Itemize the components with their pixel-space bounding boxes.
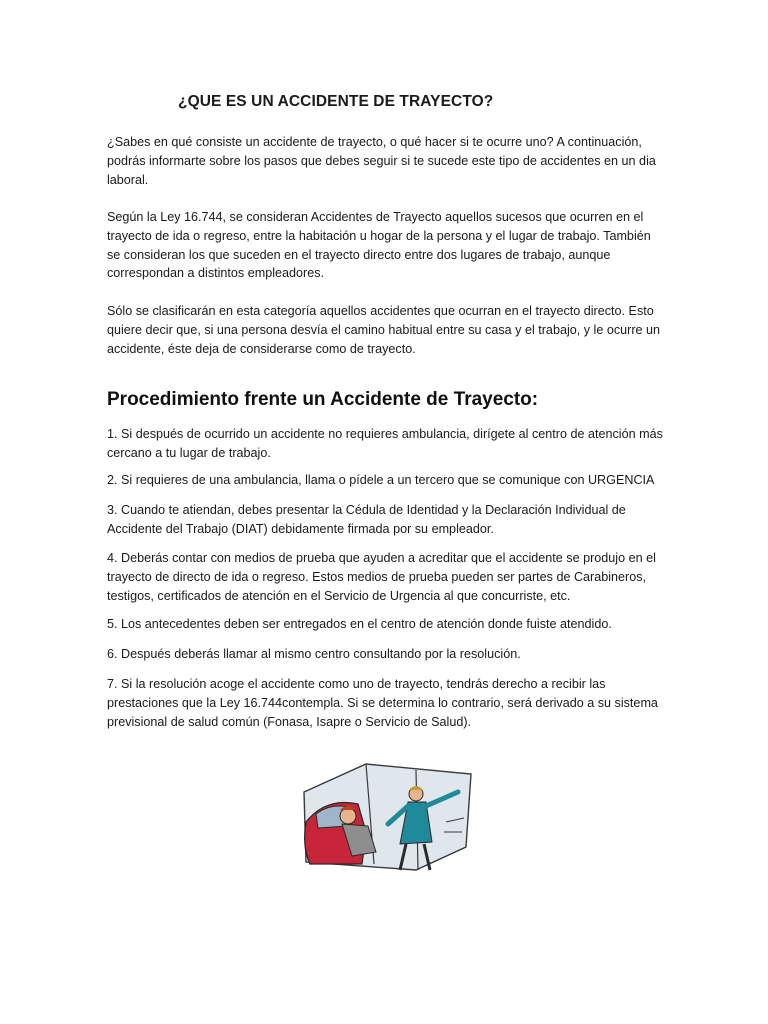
procedure-heading: Procedimiento frente un Accidente de Trayecto: xyxy=(107,389,539,410)
document-title: ¿QUE ES UN ACCIDENTE DE TRAYECTO? xyxy=(178,93,494,110)
step-item: 5. Los antecedentes deben ser entregados en el centro de atención donde fuiste atendido. xyxy=(107,617,612,631)
classification-paragraph: Sólo se clasificarán en esta categoría aquellos accidentes que ocurran en el trayecto directo. Esto quiere decir que, si una persona desvía el camino habitual entre su casa y el trabajo, y le ocurre un accidente, éste deja de considerarse como de trayecto. xyxy=(107,304,661,356)
bus-accident-illustration-icon xyxy=(296,752,476,882)
step-item: 3. Cuando te atiendan, debes presentar la Cédula de Identidad y la Declaración Individual de Accidente del Trabajo (DIAT) debidamente firmada por su empleador. xyxy=(107,503,626,536)
intro-paragraph: ¿Sabes en qué consiste un accidente de trayecto, o qué hacer si te ocurre uno? A continuación, podrás informarte sobre los pasos que debes seguir si te sucede este tipo de accidentes en un dia laboral. xyxy=(107,135,656,187)
law-paragraph: Según la Ley 16.744, se consideran Accidentes de Trayecto aquellos sucesos que ocurren en el trayecto de ida o regreso, entre la habitación u hogar de la persona y el lugar de trabajo. También se consideran los que suceden en el trayecto directo entre dos lugares de trabajo, aunque correspondan a distintos empleadores. xyxy=(107,210,651,281)
step-item: 1. Si después de ocurrido un accidente no requieres ambulancia, dirígete al centro de atención más cercano a tu lugar de trabajo. xyxy=(107,427,663,460)
step-item: 2. Si requieres de una ambulancia, llama o pídele a un tercero que se comunique con URGENCIA xyxy=(107,473,655,487)
step-item: 4. Deberás contar con medios de prueba que ayuden a acreditar que el accidente se produjo en el trayecto de directo de ida o regreso. Estos medios de prueba pueden ser partes de Carabineros, testigos, certificados de atención en el Servicio de Urgencia al que concurriste, etc. xyxy=(107,551,656,603)
step-item: 6. Después deberás llamar al mismo centro consultando por la resolución. xyxy=(107,647,521,661)
step-item: 7. Si la resolución acoge el accidente como uno de trayecto, tendrás derecho a recibir las prestaciones que la Ley 16.744contempla. Si se determina lo contrario, será derivado a su sistema previsional de salud común (Fonasa, Isapre o Servicio de Salud). xyxy=(107,677,658,729)
